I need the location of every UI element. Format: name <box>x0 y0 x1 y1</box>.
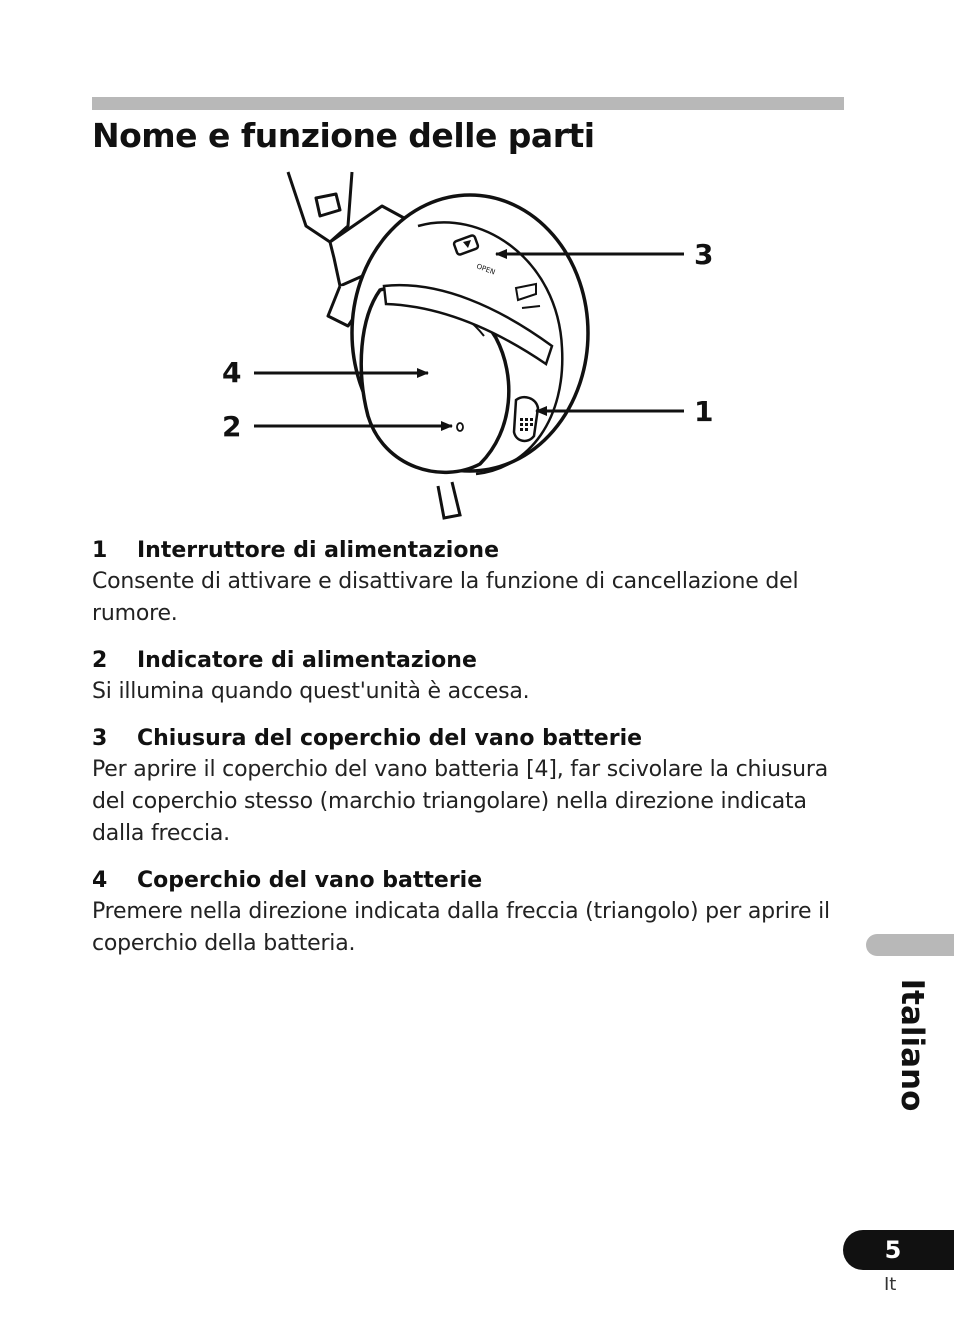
part-name: Indicatore di alimentazione <box>137 648 477 673</box>
part-name: Coperchio del vano batterie <box>137 868 483 893</box>
part-number: 4 <box>92 868 108 893</box>
part-description: Premere nella direzione indicata dalla freccia (triangolo) per aprire il coperchio della batteria. <box>92 899 830 956</box>
part-heading <box>92 646 852 676</box>
top-rule <box>92 97 844 110</box>
part-item <box>92 866 852 960</box>
callout-label-3: 3 <box>694 238 714 271</box>
part-description: Per aprire il coperchio del vano batteria [4], far scivolare la chiusura del coperchio stesso (marchio triangolare) nella direzione indicata dalla freccia. <box>92 757 829 846</box>
part-number: 3 <box>92 726 108 751</box>
part-description: Si illumina quando quest'unità è accesa. <box>92 679 530 704</box>
power-indicator <box>457 423 463 431</box>
headphone-diagram <box>180 168 740 528</box>
language-tab-label: Italiano <box>894 978 930 1112</box>
page-number-badge <box>843 1230 954 1270</box>
part-item <box>92 724 852 850</box>
language-tab-bar <box>866 934 954 956</box>
open-marking: OPEN <box>475 262 497 277</box>
part-item <box>92 646 852 708</box>
callout-label-1: 1 <box>694 395 714 428</box>
part-number: 2 <box>92 648 108 673</box>
headphone-figure <box>180 168 740 528</box>
part-name: Interruttore di alimentazione <box>137 538 500 563</box>
parts-list <box>92 536 852 976</box>
part-name: Chiusura del coperchio del vano batterie <box>137 726 643 751</box>
page-number: 5 <box>884 1236 902 1264</box>
callout-label-4: 4 <box>222 356 242 389</box>
part-item <box>92 536 852 630</box>
part-number: 1 <box>92 538 108 563</box>
page-language-code: It <box>884 1274 897 1295</box>
callout-label-2: 2 <box>222 410 242 443</box>
power-switch <box>514 397 538 441</box>
part-heading <box>92 724 852 754</box>
part-description: Consente di attivare e disattivare la funzione di cancellazione del rumore. <box>92 569 799 626</box>
cable <box>438 482 460 518</box>
part-heading <box>92 866 852 896</box>
part-heading <box>92 536 852 566</box>
page-title: Nome e funzione delle parti <box>92 116 595 155</box>
